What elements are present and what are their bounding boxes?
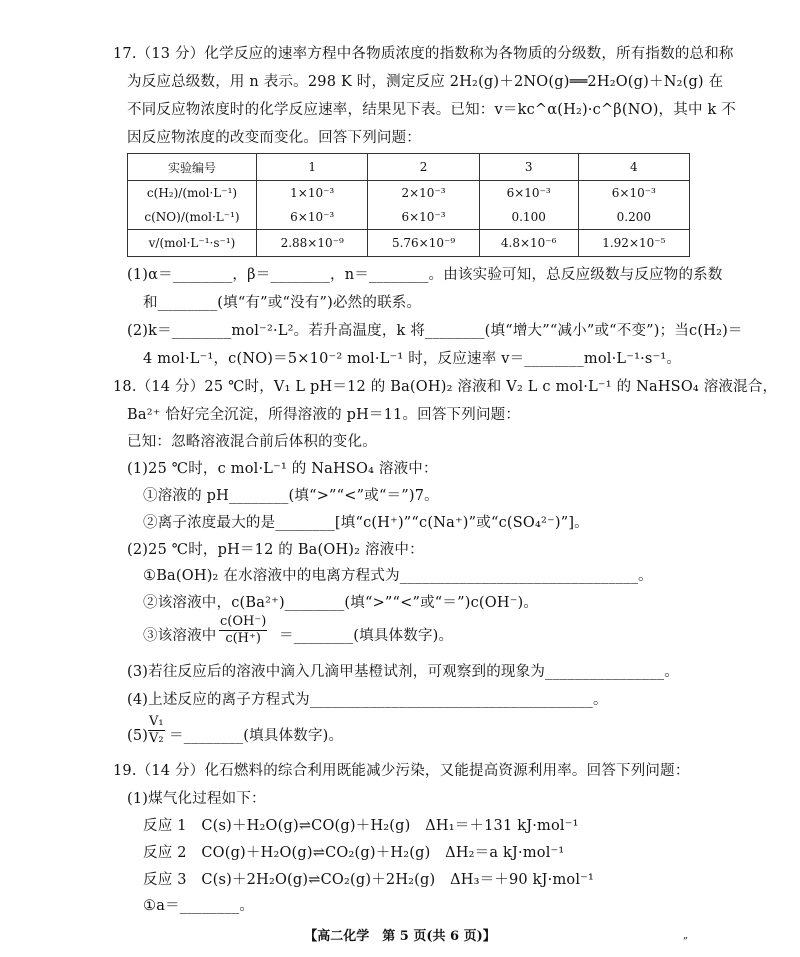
corner-mark: „ [683,930,689,941]
q17-line-1: 17.（13 分）化学反应的速率方程中各物质浓度的指数称为各物质的分级数，所有指数的总和称 [113,46,734,62]
table-cell: 0.200 [578,205,689,230]
table-cell: 6×10⁻³ [257,205,368,230]
q18-line-2: Ba²⁺ 恰好完全沉淀，所得溶液的 pH＝11。回答下列问题： [127,407,521,423]
table-header-row [128,154,690,181]
table-header-cell: 2 [368,154,479,181]
q18-line-5: ①溶液的 pH________(填“>”“<”或“＝”)7。 [143,488,439,504]
q17-sub2-line-1: (2)k＝________mol⁻²·L²。若升高温度，k 将________(填“增大”“减小”或“不变”)；当c(H₂)＝ [127,323,743,339]
frac3-numerator: c(OH⁻) [220,614,267,629]
table-header-cell: 1 [257,154,368,181]
table-header-cell: 实验编号 [128,154,257,181]
frac3-denominator: c(H⁺) [225,631,261,646]
q18-line-13: ＝________(填具体数字)。 [169,728,344,744]
q19-line-2: (1)煤气化过程如下： [127,791,266,807]
table-row [128,230,690,257]
q19-line-1: 19.（14 分）化石燃料的综合利用既能减少污染，又能提高资源利用率。回答下列问题： [113,763,690,779]
table-cell: 5.76×10⁻⁹ [368,230,479,257]
q18-frac3-prefix: ③该溶液中 [143,628,217,644]
table-cell: 1.92×10⁻⁵ [578,230,689,257]
q18-line-10: ＝________(填具体数字)。 [279,628,454,644]
page-footer: 【高二化学 第 5 页(共 6 页)】 [304,929,496,944]
rate-data-table [127,153,690,257]
table-cell: v/(mol·L⁻¹·s⁻¹) [128,230,257,257]
table-cell: c(NO)/(mol·L⁻¹) [128,205,257,230]
q18-frac5-prefix: (5) [127,728,149,744]
q18-line-1: 18.（14 分）25 ℃时，V₁ L pH＝12 的 Ba(OH)₂ 溶液和 V₂ L c mol·L⁻¹ 的 NaHSO₄ 溶液混合， [113,379,778,395]
table-cell: 2×10⁻³ [368,181,479,206]
frac5-numerator: V₁ [149,714,164,729]
q19-reaction-1: 反应 1 C(s)＋H₂O(g)⇌CO(g)＋H₂(g) ΔH₁＝＋131 kJ·mol⁻¹ [143,818,579,834]
q17-sub1-line-2: 和________(填“有”或“没有”)必然的联系。 [143,295,422,311]
table-cell: 1×10⁻³ [257,181,368,206]
frac5-denominator: V₂ [149,731,164,746]
q19-reaction-3: 反应 3 C(s)＋2H₂O(g)⇌CO₂(g)＋2H₂(g) ΔH₃＝＋90 kJ·mol⁻¹ [143,872,595,888]
q18-line-6: ②离子浓度最大的是________[填“c(H⁺)”“c(Na⁺)”或“c(SO₄²⁻)”]。 [143,515,589,531]
table-cell: 6×10⁻³ [479,181,578,206]
q18-line-8: ①Ba(OH)₂ 在水溶液中的电离方程式为________________________________。 [143,568,653,584]
q18-line-12: (4)上述反应的离子方程式为______________________________________。 [127,692,608,708]
q18-frac3 [219,614,267,647]
q17-sub1-line-1: (1)α＝________，β＝________，n＝________。由该实验可知，总反应级数与反应物的系数 [127,267,723,283]
table-row [128,205,690,230]
q17-sub2-line-2: 4 mol·L⁻¹，c(NO)＝5×10⁻² mol·L⁻¹ 时，反应速率 v＝________mol·L⁻¹·s⁻¹。 [143,351,682,367]
table-cell: 6×10⁻³ [368,205,479,230]
q18-frac5 [148,714,165,747]
table-header-cell: 3 [479,154,578,181]
q18-line-3: 已知：忽略溶液混合前后体积的变化。 [127,434,377,450]
q19-reaction-2: 反应 2 CO(g)＋H₂O(g)⇌CO₂(g)＋H₂(g) ΔH₂＝a kJ·mol⁻¹ [143,845,565,861]
q19-line-6: ①a＝________。 [143,898,255,914]
q17-line-4: 因反应物浓度的改变而变化。回答下列问题： [127,130,421,146]
q18-line-4: (1)25 ℃时，c mol·L⁻¹ 的 NaHSO₄ 溶液中： [127,461,438,477]
table-cell: 4.8×10⁻⁶ [479,230,578,257]
q18-line-7: (2)25 ℃时，pH＝12 的 Ba(OH)₂ 溶液中： [127,542,424,558]
table-header-cell: 4 [578,154,689,181]
q18-line-11: (3)若往反应后的溶液中滴入几滴甲基橙试剂，可观察到的现象为________________。 [127,664,679,680]
table-cell: 0.100 [479,205,578,230]
table-row [128,181,690,206]
table-cell: 2.88×10⁻⁹ [257,230,368,257]
q17-line-2: 为反应总级数，用 n 表示。298 K 时，测定反应 2H₂(g)＋2NO(g)══2H₂O(g)＋N₂(g) 在 [127,74,724,90]
table-cell: 6×10⁻³ [578,181,689,206]
q17-line-3: 不同反应物浓度时的化学反应速率，结果见下表。已知：v＝kc^α(H₂)·c^β(NO)，其中 k 不 [127,102,736,118]
table-cell: c(H₂)/(mol·L⁻¹) [128,181,257,206]
q18-line-9: ②该溶液中，c(Ba²⁺)________(填“>”“<”或“＝”)c(OH⁻)。 [143,595,539,611]
